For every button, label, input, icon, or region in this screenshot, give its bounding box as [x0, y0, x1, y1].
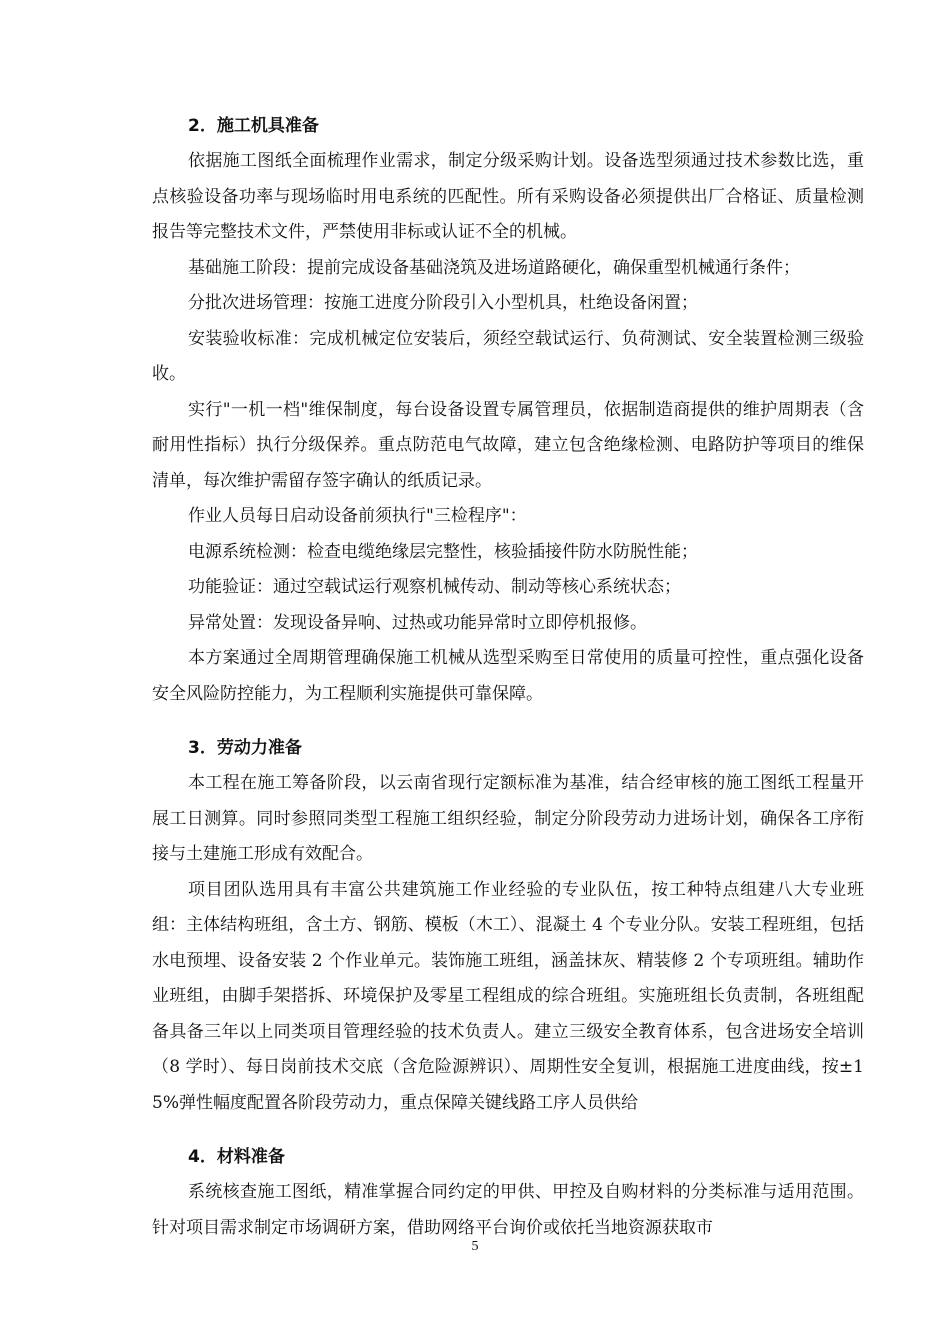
paragraph: 实行"一机一档"维保制度，每台设备设置专属管理员，依据制造商提供的维护周期表（含耐用性指标）执行分级保养。重点防范电气故障，建立包含绝缘检测、电路防护等项目的维保清单，每次维护需留存签字确认的纸质记录。 [152, 399, 864, 491]
section-heading: 3．劳动力准备 [188, 738, 302, 758]
paragraph: 分批次进场管理：按施工进度分阶段引入小型机具，杜绝设备闲置； [188, 293, 698, 313]
paragraph: 本工程在施工筹备阶段，以云南省现行定额标准为基准，结合经审核的施工图纸工程量开展工日测算。同时参照同类型工程施工组织经验，制定分阶段劳动力进场计划，确保各工序衔接与土建施工形成有效配合。 [152, 773, 864, 864]
document-body [152, 108, 864, 1246]
paragraph: 依据施工图纸全面梳理作业需求，制定分级采购计划。设备选型须通过技术参数比选，重点核验设备功率与现场临时用电系统的匹配性。所有采购设备必须提供出厂合格证、质量检测报告等完整技术文件，严禁使用非标或认证不全的机械。 [152, 151, 864, 242]
section-machinery [152, 108, 864, 712]
paragraph: 功能验证：通过空载试运行观察机械传动、制动等核心系统状态； [188, 577, 681, 597]
section-heading: 4．材料准备 [188, 1147, 285, 1167]
paragraph: 系统核查施工图纸，精准掌握合同约定的甲供、甲控及自购材料的分类标准与适用范围。针对项目需求制定市场调研方案，借助网络平台询价或依托当地资源获取市 [152, 1182, 864, 1238]
page-number: 5 [471, 1239, 479, 1254]
section-heading: 2．施工机具准备 [188, 116, 319, 136]
paragraph: 作业人员每日启动设备前须执行"三检程序"： [188, 506, 527, 526]
paragraph: 基础施工阶段：提前完成设备基础浇筑及进场道路硬化，确保重型机械通行条件； [188, 257, 800, 278]
paragraph: 异常处置：发现设备异响、过热或功能异常时立即停机报修。 [188, 612, 647, 633]
paragraph: 安装验收标准：完成机械定位安装后，须经空载试运行、负荷测试、安全装置检测三级验收。 [152, 328, 864, 384]
section-materials [152, 1139, 864, 1246]
section-labor [152, 730, 864, 1121]
paragraph: 本方案通过全周期管理确保施工机械从选型采购至日常使用的质量可控性，重点强化设备安全风险防控能力，为工程顺利实施提供可靠保障。 [152, 648, 864, 704]
paragraph: 电源系统检测：检查电缆绝缘层完整性，核验插接件防水防脱性能； [188, 541, 698, 562]
paragraph: 项目团队选用具有丰富公共建筑施工作业经验的专业队伍，按工种特点组建八大专业班组：主体结构班组，含土方、钢筋、模板（木工）、混凝土 4 个专业分队。安装工程班组，包括水电预埋、设备安装 2 个作业单元。装饰施工班组，涵盖抹灰、精装修 2 个专项班组。辅助作业班组，由脚手架搭拆、环境保护及零星工程组成的综合班组。实施班组长负责制，各班组配备具备三年以上同类项目管理经验的技术负责人。建立三级安全教育体系，包含进场安全培训（8 学时）、每日岗前技术交底（含危险源辨识）、周期性安全复训，根据施工进度曲线，按±15%弹性幅度配置各阶段劳动力，重点保障关键线路工序人员供给 [152, 879, 864, 1113]
